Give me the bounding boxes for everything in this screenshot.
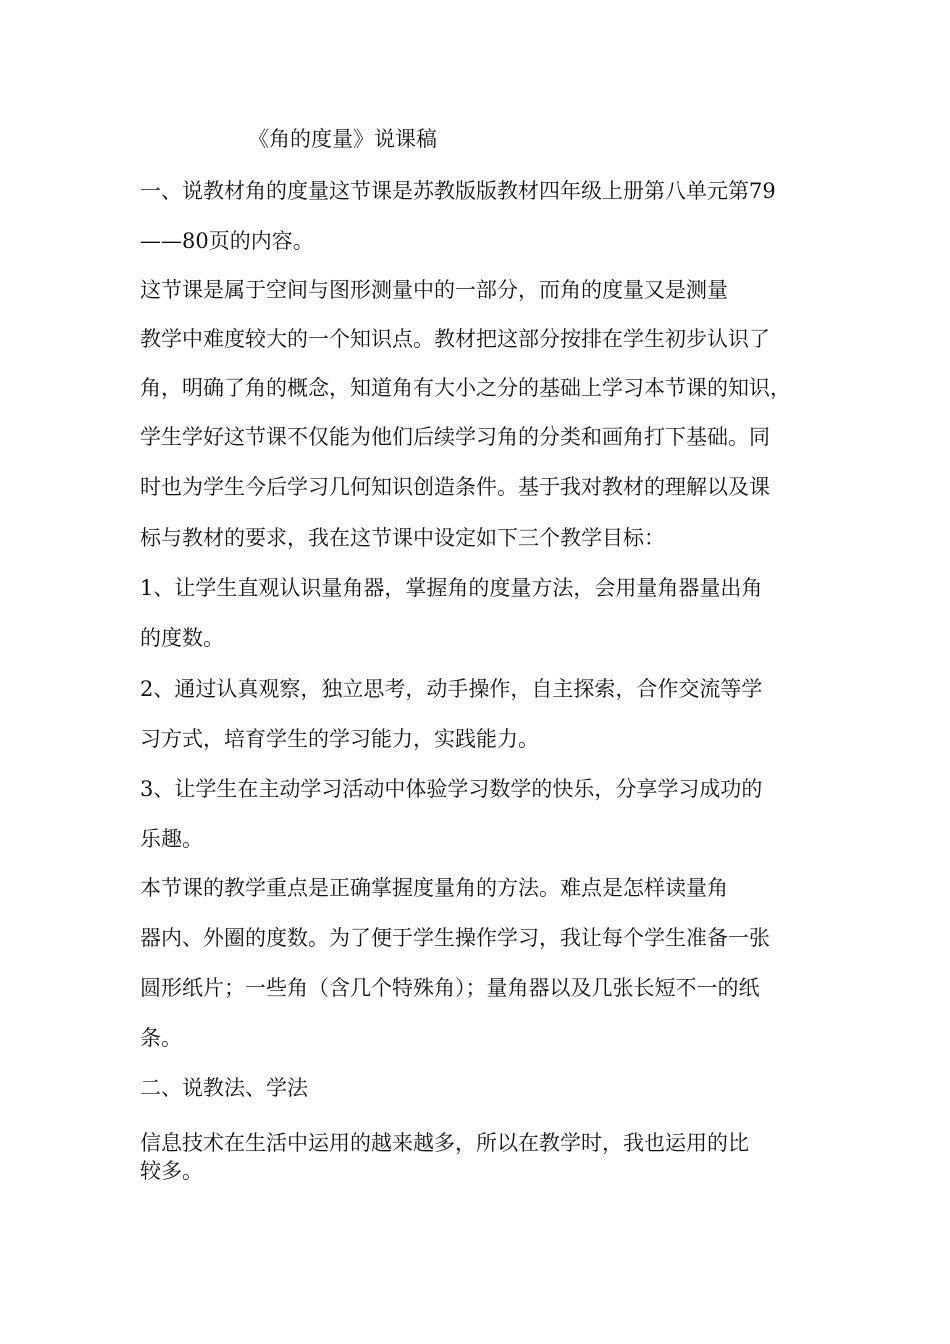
text-line: 角，明确了角的概念，知道角有大小之分的基础上学习本节课的知识， — [140, 376, 791, 400]
text-line: 标与教材的要求，我在这节课中设定如下三个教学目标： — [140, 526, 665, 550]
text-line: 条。 — [140, 1026, 182, 1050]
text-line: 3、让学生在主动学习活动中体验学习数学的快乐，分享学习成功的 — [140, 777, 763, 801]
text-line: 信息技术在生活中运用的越来越多，所以在教学时，我也运用的比 — [140, 1131, 749, 1155]
text-line: 2、通过认真观察，独立思考，动手操作，自主探索，合作交流等学 — [140, 677, 763, 701]
text-line: 较多。 — [140, 1159, 203, 1183]
text-line: ——80页的内容。 — [140, 229, 314, 253]
text-line: 器内、外圈的度数。为了便于学生操作学习，我让每个学生准备一张 — [140, 926, 770, 950]
text-line: 一、说教材角的度量这节课是苏教版版教材四年级上册第八单元第79 — [140, 179, 776, 203]
text-line: 教学中难度较大的一个知识点。教材把这部分按排在学生初步认识了 — [140, 327, 770, 351]
text-line: 这节课是属于空间与图形测量中的一部分，而角的度量又是测量 — [140, 278, 728, 302]
text-line: 时也为学生今后学习几何知识创造条件。基于我对教材的理解以及课 — [140, 475, 770, 499]
text-line: 的度数。 — [140, 626, 224, 650]
text-line: 学生学好这节课不仅能为他们后续学习角的分类和画角打下基础。同 — [140, 425, 770, 449]
text-line: 本节课的教学重点是正确掌握度量角的方法。难点是怎样读量角 — [140, 876, 728, 900]
text-line: 圆形纸片；一些角（含几个特殊角）；量角器以及几张长短不一的纸 — [140, 976, 760, 1000]
section-heading: 二、说教法、学法 — [140, 1076, 308, 1100]
document-title: 《角的度量》说课稿 — [248, 127, 437, 151]
text-line: 乐趣。 — [140, 827, 203, 851]
text-line: 习方式，培育学生的学习能力，实践能力。 — [140, 727, 539, 751]
text-line: 1、让学生直观认识量角器，掌握角的度量方法，会用量角器量出角 — [140, 576, 763, 600]
